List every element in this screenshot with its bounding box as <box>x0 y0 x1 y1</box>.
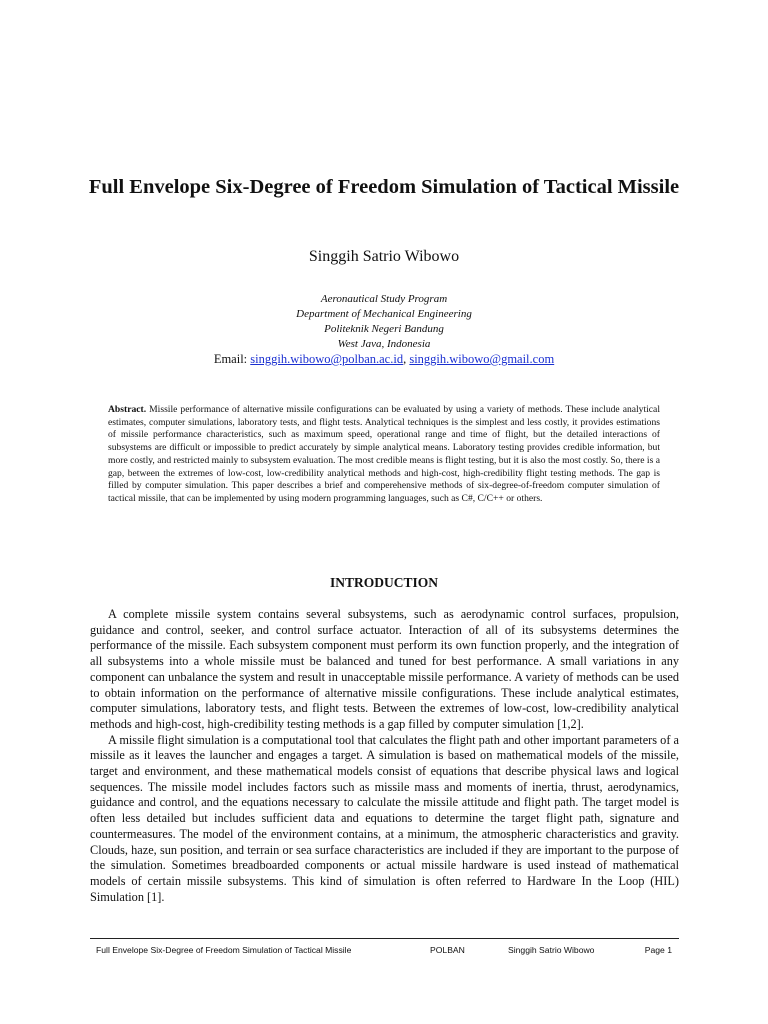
abstract-text: Missile performance of alternative missile configurations can be evaluated by using a variety of methods. These include analytical estimates, computer simulations, laboratory tests, and flight tests. Analytical techniques is the simplest and less costly, it provides estimations of missile performance characteristics, such as maximum speed, operational range and time of flight, but the detailed interactions of subsystems are difficult or impossible to predict accurately by simple analytical means. Laboratory testing provides credible information, but more costly, and restricted mainly to subsystem evaluation. The most credible means is flight testing, but it is also the most costly. So, there is a gap, between the extremes of low-cost, low-credibility analytical methods and high-cost, high-credibility flight testing methods. The gap is filled by computer simulation. This paper describes a brief and comperehensive methods of six-degree-of-freedom computer simulation of tactical missile, that can be implemented by using modern programming languages, such as C#, C/C++ or others. <box>108 404 660 504</box>
email-link-gmail[interactable]: singgih.wibowo@gmail.com <box>409 352 555 366</box>
affiliation-institution: Politeknik Negeri Bandung <box>324 323 444 335</box>
introduction-body <box>90 607 679 905</box>
email-separator: , <box>403 352 407 366</box>
affiliation-location: West Java, Indonesia <box>337 338 431 350</box>
introduction-paragraph-1: A complete missile system contains several subsystems, such as aerodynamic control surfaces, propulsion, guidance and control, seeker, and control surface actuator. Interaction of all of its subsystems determines the performance of the missile. Each subsystem component must perform its own function properly, and the integration of all subsystems into a whole missile must be balanced and tuned for best performance. A small variations in any component can unbalance the system and result in unacceptable missile performance. A variety of methods can be used to obtain information on the performance of alternative missile configurations. These include analytical estimates, computer simulations, laboratory tests, and flight tests. Between the extremes of low-cost, low-credibility analytical methods and high-cost, high-credibility testing methods is a gap filled by computer simulation [1,2]. <box>90 607 679 731</box>
email-line <box>0 351 768 367</box>
author-affiliation <box>0 292 768 352</box>
affiliation-program: Aeronautical Study Program <box>320 293 448 305</box>
email-label: Email: <box>213 352 248 366</box>
section-heading-introduction: INTRODUCTION <box>329 575 438 590</box>
footer-institution: POLBAN <box>430 945 465 955</box>
footer-page-number: Page 1 <box>644 945 672 955</box>
footer-divider <box>90 938 679 939</box>
email-link-polban[interactable]: singgih.wibowo@polban.ac.id <box>250 352 404 366</box>
abstract-label: Abstract. <box>108 404 147 415</box>
page-footer <box>96 943 672 957</box>
footer-author: Singgih Satrio Wibowo <box>508 945 595 955</box>
abstract <box>108 404 660 506</box>
footer-running-title: Full Envelope Six-Degree of Freedom Simulation of Tactical Missile <box>96 945 352 955</box>
introduction-paragraph-2: A missile flight simulation is a computational tool that calculates the flight path and other important parameters of a missile as it leaves the launcher and engages a target. A simulation is based on mathematical models of the missile, target and environment, and these mathematical models consist of equations that describe physical laws and logical sequences. The missile model includes factors such as missile mass and moments of inertia, thrust, aerodynamics, guidance and control, and the equations necessary to calculate the missile attitude and flight path. The target model is often less detailed but includes sufficient data and equations to determine the target flight path, signature and countermeasures. The model of the environment contains, at a minimum, the atmospheric characteristics and gravity. Clouds, haze, sun position, and terrain or sea surface characteristics are included if they are important to the purpose of the simulation. Sometimes breadboarded components or actual missile hardware is used instead of mathematical models of certain missile subsystems. This kind of simulation is often referred to Hardware In the Loop (HIL) Simulation [1]. <box>90 732 679 904</box>
affiliation-department: Department of Mechanical Engineering <box>296 308 472 320</box>
author-name: Singgih Satrio Wibowo <box>308 248 460 265</box>
paper-title: Full Envelope Six-Degree of Freedom Simulation of Tactical Missile <box>88 176 680 198</box>
